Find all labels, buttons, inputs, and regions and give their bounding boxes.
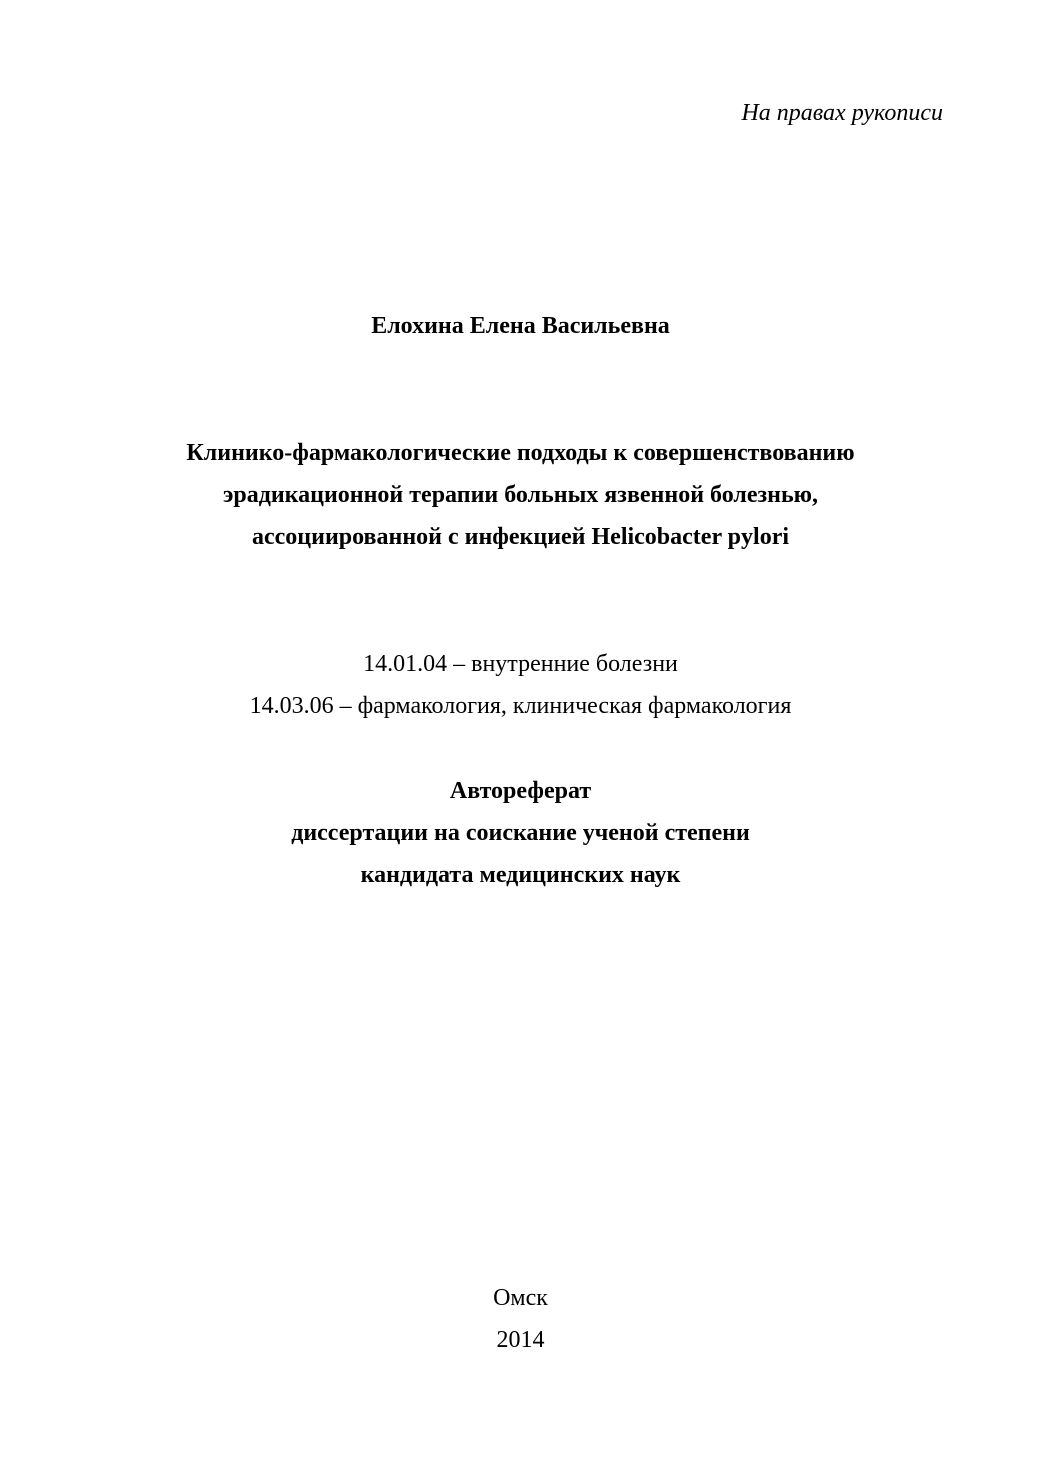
title-line-1: Клинико-фармакологические подходы к совершенствованию [186, 440, 855, 466]
rights-note: На правах рукописи [741, 100, 943, 126]
document-type-line-2: диссертации на соискание ученой степени [291, 820, 750, 846]
document-type-line-3: кандидата медицинских наук [360, 862, 681, 888]
year: 2014 [496, 1327, 545, 1353]
specialty-line-1: 14.01.04 – внутренние болезни [363, 651, 678, 677]
specialty-line-2: 14.03.06 – фармакология, клиническая фармакология [249, 693, 792, 719]
document-type-label: Автореферат [449, 778, 592, 804]
author-name: Елохина Елена Васильевна [371, 313, 670, 339]
city: Омск [493, 1285, 548, 1311]
title-line-2: эрадикационной терапии больных язвенной болезнью, [222, 482, 819, 508]
title-line-3: ассоциированной с инфекцией Helicobacter pylori [251, 524, 790, 550]
